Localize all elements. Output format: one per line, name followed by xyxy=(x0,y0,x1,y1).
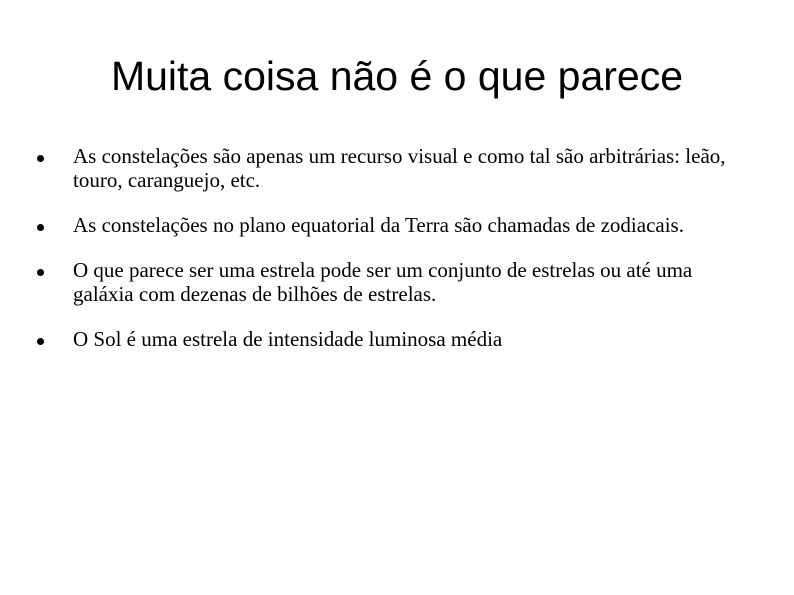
bullet-item xyxy=(37,327,757,351)
bullet-dot-icon xyxy=(37,224,44,231)
bullet-text: O que parece ser uma estrela pode ser um conjunto de estrelas ou até uma galáxia com dezenas de bilhões de estrelas. xyxy=(73,258,693,306)
bullet-dot-icon xyxy=(37,269,44,276)
bullet-text: As constelações no plano equatorial da Terra são chamadas de zodiacais. xyxy=(73,213,684,237)
bullet-dot-icon xyxy=(37,155,44,162)
bullet-dot-icon xyxy=(37,338,44,345)
bullet-text: O Sol é uma estrela de intensidade luminosa média xyxy=(73,327,503,351)
bullet-text: As constelações são apenas um recurso visual e como tal são arbitrárias: leão, touro, caranguejo, etc. xyxy=(73,144,726,192)
bullet-list xyxy=(37,144,757,372)
slide-title: Muita coisa não é o que parece xyxy=(110,53,684,99)
bullet-item xyxy=(37,258,757,306)
bullet-item xyxy=(37,213,757,237)
bullet-item xyxy=(37,144,757,192)
